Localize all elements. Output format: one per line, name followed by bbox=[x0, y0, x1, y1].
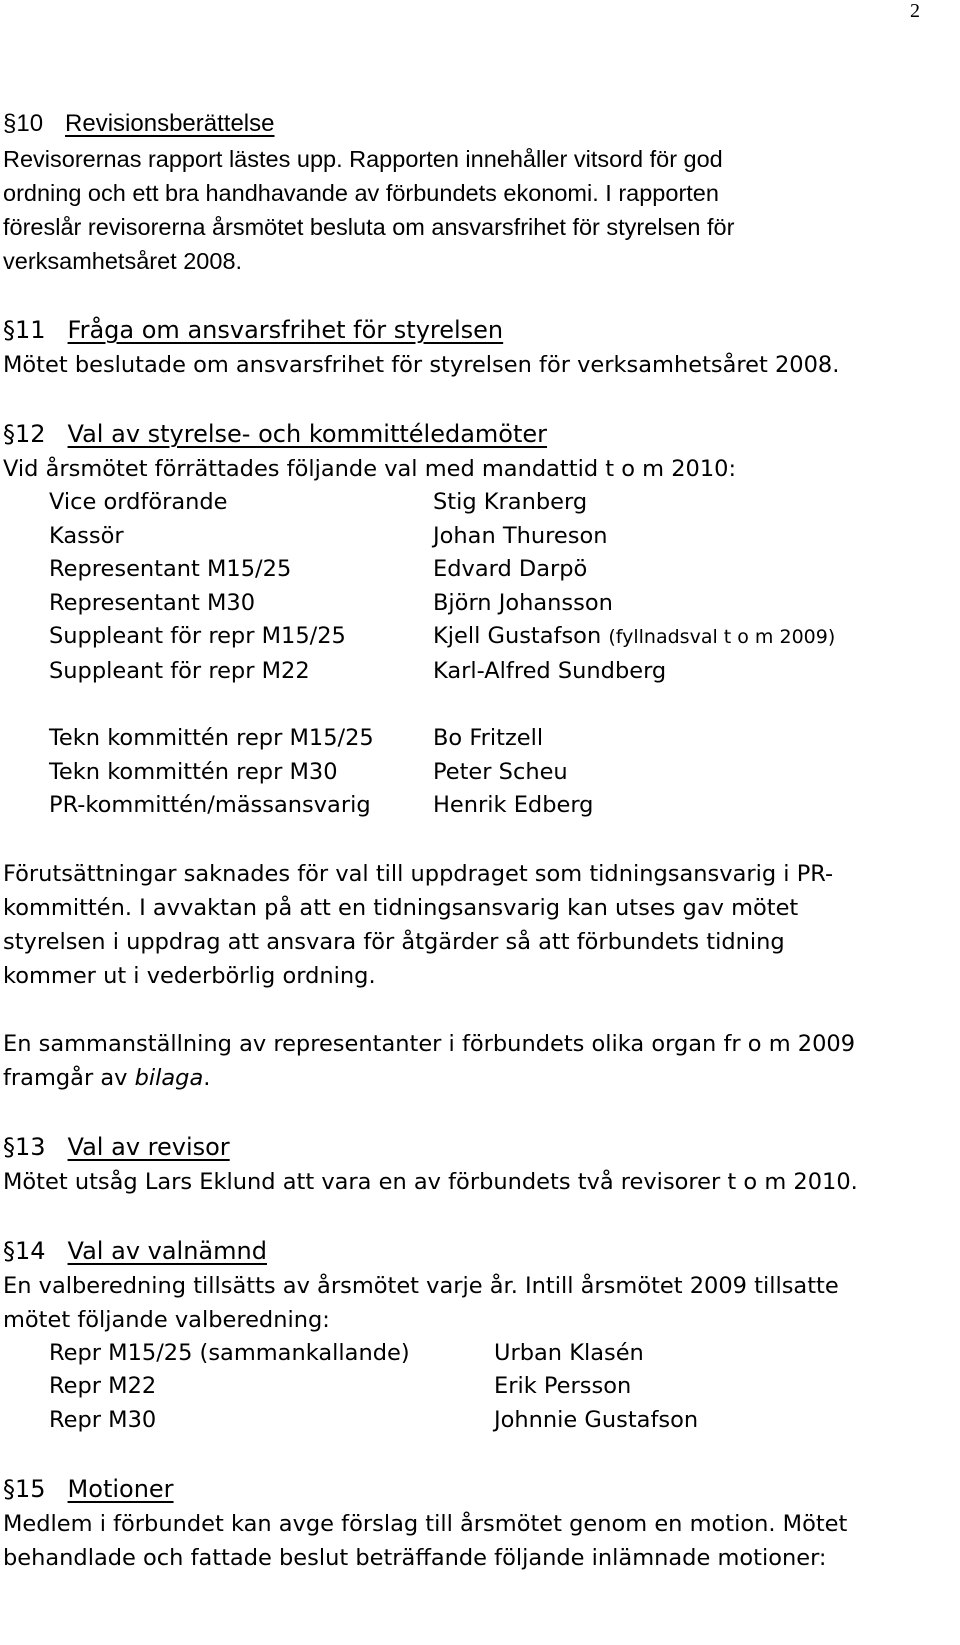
section-13 bbox=[3, 1129, 953, 1199]
section-title: Val av valnämnd bbox=[67, 1236, 267, 1265]
text-line: kommittén. I avvaktan på att en tidningsansvarig kan utses gav mötet bbox=[3, 894, 799, 921]
name: Johan Thureson bbox=[433, 522, 608, 549]
name: Edvard Darpö bbox=[433, 556, 588, 582]
text-fragment: . bbox=[203, 1064, 211, 1091]
intro-line: Vid årsmötet förrättades följande val med mandattid t o m 2010: bbox=[3, 456, 737, 482]
name: Karl-Alfred Sundberg bbox=[433, 657, 667, 684]
section-number: §12 bbox=[3, 420, 46, 448]
text-line: kommer ut i vederbörlig ordning. bbox=[3, 962, 376, 989]
name: Erik Persson bbox=[494, 1373, 632, 1399]
role: PR-kommittén/mässansvarig bbox=[49, 792, 371, 818]
role: Repr M30 bbox=[49, 1406, 157, 1433]
name: Peter Scheu bbox=[433, 758, 568, 785]
section-heading bbox=[3, 106, 953, 142]
text-line bbox=[3, 1061, 953, 1095]
name: Stig Kranberg bbox=[433, 489, 588, 515]
name-with-note bbox=[433, 620, 953, 655]
text-line: Förutsättningar saknades för val till uppdraget som tidningsansvarig i PR- bbox=[3, 860, 834, 887]
name: Kjell Gustafson bbox=[433, 623, 602, 649]
text-line: En sammanställning av representanter i förbundets olika organ fr o m 2009 bbox=[3, 1030, 856, 1057]
officers-table bbox=[49, 486, 953, 688]
text-line: Medlem i förbundet kan avge förslag till årsmötet genom en motion. Mötet bbox=[3, 1511, 848, 1537]
section-title: Motioner bbox=[67, 1475, 174, 1503]
note: (fyllnadsval t o m 2009) bbox=[608, 626, 836, 648]
text-line: ordning och ett bra handhavande av förbundets ekonomi. I rapporten bbox=[3, 180, 719, 206]
section-number: §15 bbox=[3, 1475, 46, 1503]
name: Henrik Edberg bbox=[433, 792, 594, 818]
section-12 bbox=[3, 416, 953, 1095]
role: Repr M22 bbox=[49, 1373, 157, 1399]
attachment-reference: bilaga bbox=[134, 1064, 204, 1091]
role: Repr M15/25 (sammankallande) bbox=[49, 1339, 410, 1366]
section-heading bbox=[3, 1233, 953, 1269]
section-title: Revisionsberättelse bbox=[65, 110, 275, 137]
page-number: 2 bbox=[910, 0, 920, 22]
text-line: verksamhetsåret 2008. bbox=[3, 248, 243, 274]
section-heading bbox=[3, 1471, 953, 1507]
role: Representant M30 bbox=[49, 589, 256, 616]
name: Urban Klasén bbox=[494, 1339, 644, 1366]
minutes-content bbox=[3, 106, 953, 1575]
text-line: En valberedning tillsätts av årsmötet varje år. Intill årsmötet 2009 tillsatte bbox=[3, 1272, 839, 1299]
section-number: §13 bbox=[3, 1132, 46, 1161]
section-title: Val av styrelse- och kommittéledamöter bbox=[67, 420, 548, 448]
section-number: §10 bbox=[3, 110, 44, 137]
section-number: §11 bbox=[3, 316, 46, 344]
text-line: styrelsen i uppdrag att ansvara för åtgärder så att förbundets tidning bbox=[3, 928, 785, 955]
section-15 bbox=[3, 1471, 953, 1575]
section-heading bbox=[3, 312, 953, 348]
section-title: Val av revisor bbox=[67, 1132, 230, 1161]
section-11 bbox=[3, 312, 953, 382]
name: Björn Johansson bbox=[433, 589, 613, 616]
text-line: Mötet beslutade om ansvarsfrihet för styrelsen för verksamhetsåret 2008. bbox=[3, 352, 840, 378]
text-line: Mötet utsåg Lars Eklund att vara en av förbundets två revisorer t o m 2010. bbox=[3, 1168, 858, 1195]
nomination-committee-table bbox=[49, 1337, 953, 1438]
name: Bo Fritzell bbox=[433, 725, 544, 751]
section-14 bbox=[3, 1233, 953, 1438]
role: Representant M15/25 bbox=[49, 556, 292, 582]
role: Vice ordförande bbox=[49, 489, 228, 515]
role: Tekn kommittén repr M30 bbox=[49, 758, 338, 785]
text-line: behandlade och fattade beslut beträffande följande inlämnade motioner: bbox=[3, 1545, 827, 1571]
section-number: §14 bbox=[3, 1236, 46, 1265]
text-line: föreslår revisorerna årsmötet besluta om ansvarsfrihet för styrelsen för bbox=[3, 214, 735, 240]
role: Suppleant för repr M15/25 bbox=[49, 623, 346, 649]
text-fragment: framgår av bbox=[3, 1064, 135, 1091]
section-heading bbox=[3, 416, 953, 452]
role: Suppleant för repr M22 bbox=[49, 657, 310, 684]
name: Johnnie Gustafson bbox=[494, 1406, 699, 1433]
section-10 bbox=[3, 106, 953, 278]
role: Tekn kommittén repr M15/25 bbox=[49, 725, 374, 751]
text-line: Revisorernas rapport lästes upp. Rapporten innehåller vitsord för god bbox=[3, 146, 723, 172]
section-title: Fråga om ansvarsfrihet för styrelsen bbox=[67, 316, 504, 344]
role: Kassör bbox=[49, 522, 124, 549]
committees-table bbox=[49, 722, 953, 823]
text-line: mötet följande valberedning: bbox=[3, 1306, 330, 1333]
section-heading bbox=[3, 1129, 953, 1165]
